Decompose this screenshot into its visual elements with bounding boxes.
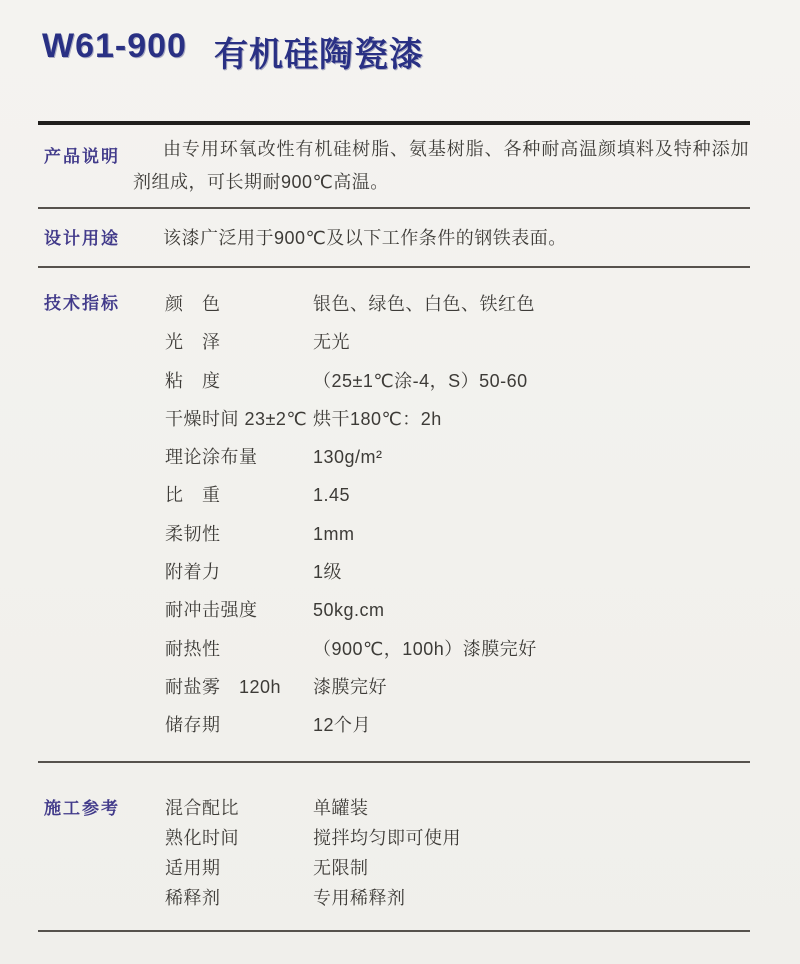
section-label-tech-specs: 技术指标 — [44, 294, 120, 313]
spec-row-impact-resistance — [165, 594, 748, 632]
spec-name: 耐盐雾 120h — [165, 676, 282, 697]
spec-row-coverage — [165, 441, 748, 479]
spec-value: 130g/m² — [313, 447, 383, 468]
spec-name: 耐冲击强度 — [165, 600, 258, 621]
spec-name: 颜 色 — [165, 294, 221, 314]
spec-row-adhesion — [165, 556, 748, 594]
spec-value: 1.45 — [313, 485, 351, 506]
spec-name: 干燥时间 23±2℃ — [165, 408, 308, 429]
design-use-text: 该漆广泛用于900℃及以下工作条件的钢铁表面。 — [163, 228, 567, 248]
spec-row-color — [165, 288, 748, 326]
spec-value: 专用稀释剂 — [313, 888, 406, 908]
divider-after-tech — [38, 761, 750, 763]
spec-value: 12个月 — [313, 715, 372, 736]
app-row-thinner — [165, 883, 748, 913]
spec-row-viscosity — [165, 365, 748, 403]
spec-value: 1mm — [313, 523, 355, 544]
product-code: W61-900 — [42, 27, 187, 65]
spec-name: 光 泽 — [165, 332, 221, 353]
spec-value: 烘干180℃：2h — [313, 408, 442, 429]
product-description-text: 由专用环氧改性有机硅树脂、氨基树脂、各种耐高温颜填料及特种添加剂组成，可长期耐900℃高温。 — [133, 139, 749, 192]
spec-value: 漆膜完好 — [313, 676, 387, 697]
spec-value: （900℃，100h）漆膜完好 — [313, 638, 537, 659]
app-row-maturation-time — [165, 823, 748, 853]
spec-row-specific-gravity — [165, 479, 748, 517]
section-label-design-use: 设计用途 — [44, 229, 120, 248]
spec-value: 银色、绿色、白色、铁红色 — [313, 294, 535, 314]
app-row-mix-ratio — [165, 793, 748, 823]
spec-value: 单罐装 — [313, 798, 369, 818]
app-row-pot-life — [165, 853, 748, 883]
section-label-application-reference: 施工参考 — [44, 799, 120, 818]
section-label-product-description: 产品说明 — [44, 147, 120, 166]
spec-value: 搅拌均匀即可使用 — [313, 828, 461, 848]
spec-row-flexibility — [165, 518, 748, 556]
divider-after-use — [38, 266, 750, 268]
spec-name: 混合配比 — [165, 798, 239, 818]
product-name: 有机硅陶瓷漆 — [213, 36, 424, 74]
page-title — [42, 27, 424, 76]
tech-specs-table — [165, 288, 748, 748]
spec-value: （25±1℃涂-4，S）50-60 — [313, 370, 528, 391]
spec-value: 50kg.cm — [313, 600, 385, 621]
spec-name: 适用期 — [165, 858, 221, 878]
divider-top — [38, 121, 750, 125]
spec-value: 无限制 — [313, 858, 369, 878]
spec-name: 柔韧性 — [165, 523, 221, 544]
spec-name: 稀释剂 — [165, 888, 221, 908]
spec-value: 1级 — [313, 562, 343, 583]
divider-bottom — [38, 930, 750, 932]
spec-row-salt-spray — [165, 671, 748, 709]
spec-row-drying-time — [165, 403, 748, 441]
spec-row-heat-resistance — [165, 633, 748, 671]
spec-name: 附着力 — [165, 562, 221, 583]
spec-name: 理论涂布量 — [165, 447, 258, 468]
spec-name: 耐热性 — [165, 638, 221, 659]
spec-row-shelf-life — [165, 709, 748, 747]
spec-name: 熟化时间 — [165, 828, 239, 848]
spec-name: 储存期 — [165, 715, 221, 736]
spec-row-gloss — [165, 326, 748, 364]
application-reference-table — [165, 793, 748, 913]
divider-after-description — [38, 207, 750, 209]
spec-name: 比 重 — [165, 485, 221, 506]
spec-name: 粘 度 — [165, 370, 221, 391]
spec-value: 无光 — [313, 332, 350, 353]
